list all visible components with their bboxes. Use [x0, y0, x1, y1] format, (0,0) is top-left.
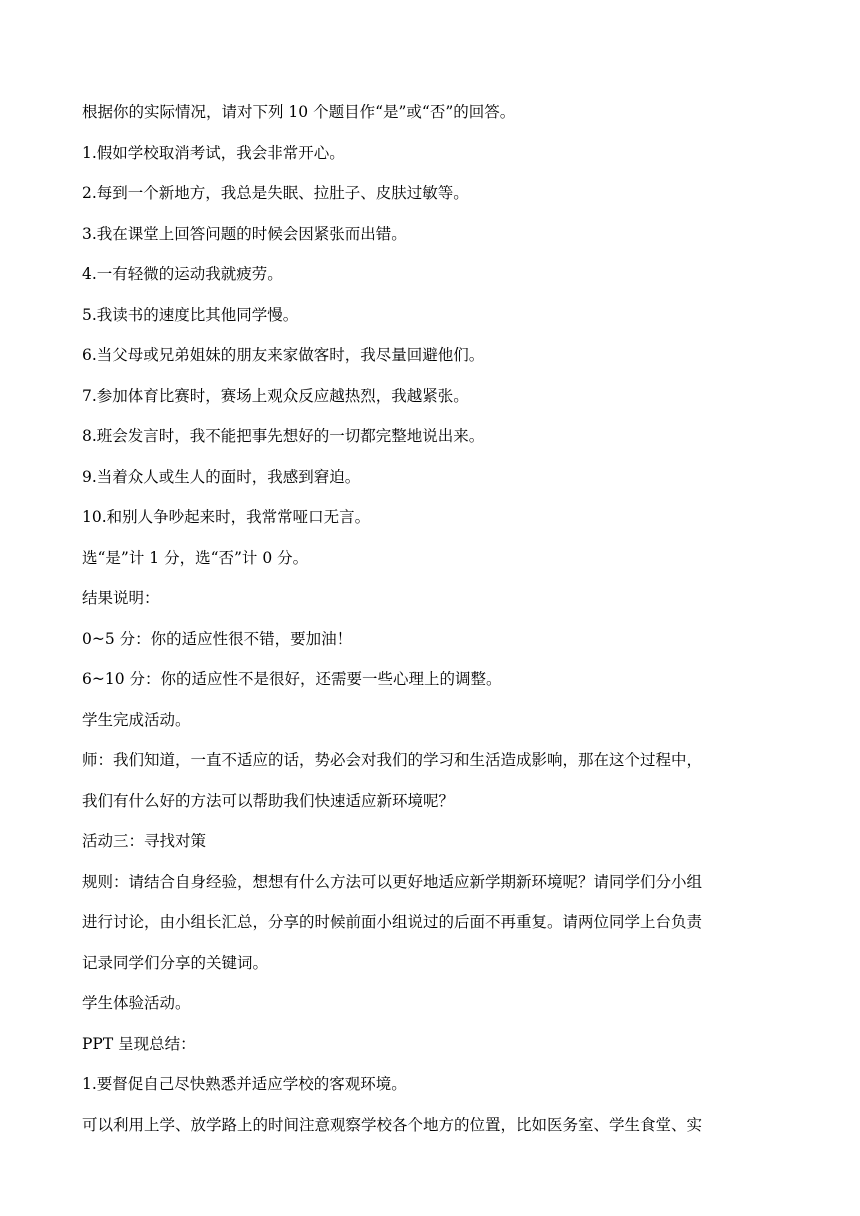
question-4: 4.一有轻微的运动我就疲劳。 — [82, 265, 283, 283]
question-3: 3.我在课堂上回答问题的时候会因紧张而出错。 — [82, 224, 407, 243]
student-experience-note: 学生体验活动。 — [82, 994, 191, 1012]
question-7: 7.参加体育比赛时，赛场上观众反应越热烈，我越紧张。 — [82, 386, 469, 405]
result-high-score: 6~10 分：你的适应性不是很好，还需要一些心理上的调整。 — [82, 670, 502, 688]
teacher-remark-line-1: 师：我们知道，一直不适应的话，势必会对我们的学习和生活造成影响，那在这个过程中， — [82, 751, 703, 769]
scoring-rule: 选“是”计 1 分，选“否”计 0 分。 — [82, 548, 309, 567]
document-body — [82, 92, 782, 1145]
rule-line-1: 规则：请结合自身经验，想想有什么方法可以更好地适应新学期新环境呢？请同学们分小组 — [82, 872, 703, 891]
teacher-remark-line-2: 我们有什么好的方法可以帮助我们快速适应新环境呢？ — [82, 791, 455, 810]
instruction-line: 根据你的实际情况，请对下列 10 个题目作“是”或“否”的回答。 — [82, 103, 516, 121]
ppt-summary-heading: PPT 呈现总结： — [82, 1034, 196, 1053]
question-6: 6.当父母或兄弟姐妹的朋友来家做客时，我尽量回避他们。 — [82, 346, 485, 364]
rule-line-2: 进行讨论，由小组长汇总，分享的时候前面小组说过的后面不再重复。请两位同学上台负责 — [82, 913, 703, 931]
question-9: 9.当着众人或生人的面时，我感到窘迫。 — [82, 467, 361, 486]
question-10: 10.和别人争吵起来时，我常常哑口无言。 — [82, 508, 371, 526]
summary-point-1: 1.要督促自己尽快熟悉并适应学校的客观环境。 — [82, 1075, 407, 1093]
result-low-score: 0~5 分：你的适应性很不错，要加油！ — [82, 629, 353, 648]
question-5: 5.我读书的速度比其他同学慢。 — [82, 305, 299, 324]
activity-three-heading: 活动三：寻找对策 — [82, 832, 207, 850]
summary-point-1-detail: 可以利用上学、放学路上的时间注意观察学校各个地方的位置，比如医务室、学生食堂、实 — [82, 1115, 703, 1134]
question-8: 8.班会发言时，我不能把事先想好的一切都完整地说出来。 — [82, 427, 485, 445]
rule-line-3: 记录同学们分享的关键词。 — [82, 953, 269, 972]
question-1: 1.假如学校取消考试，我会非常开心。 — [82, 143, 345, 162]
question-2: 2.每到一个新地方，我总是失眠、拉肚子、皮肤过敏等。 — [82, 184, 469, 202]
student-activity-note: 学生完成活动。 — [82, 710, 191, 729]
result-heading: 结果说明： — [82, 589, 160, 607]
